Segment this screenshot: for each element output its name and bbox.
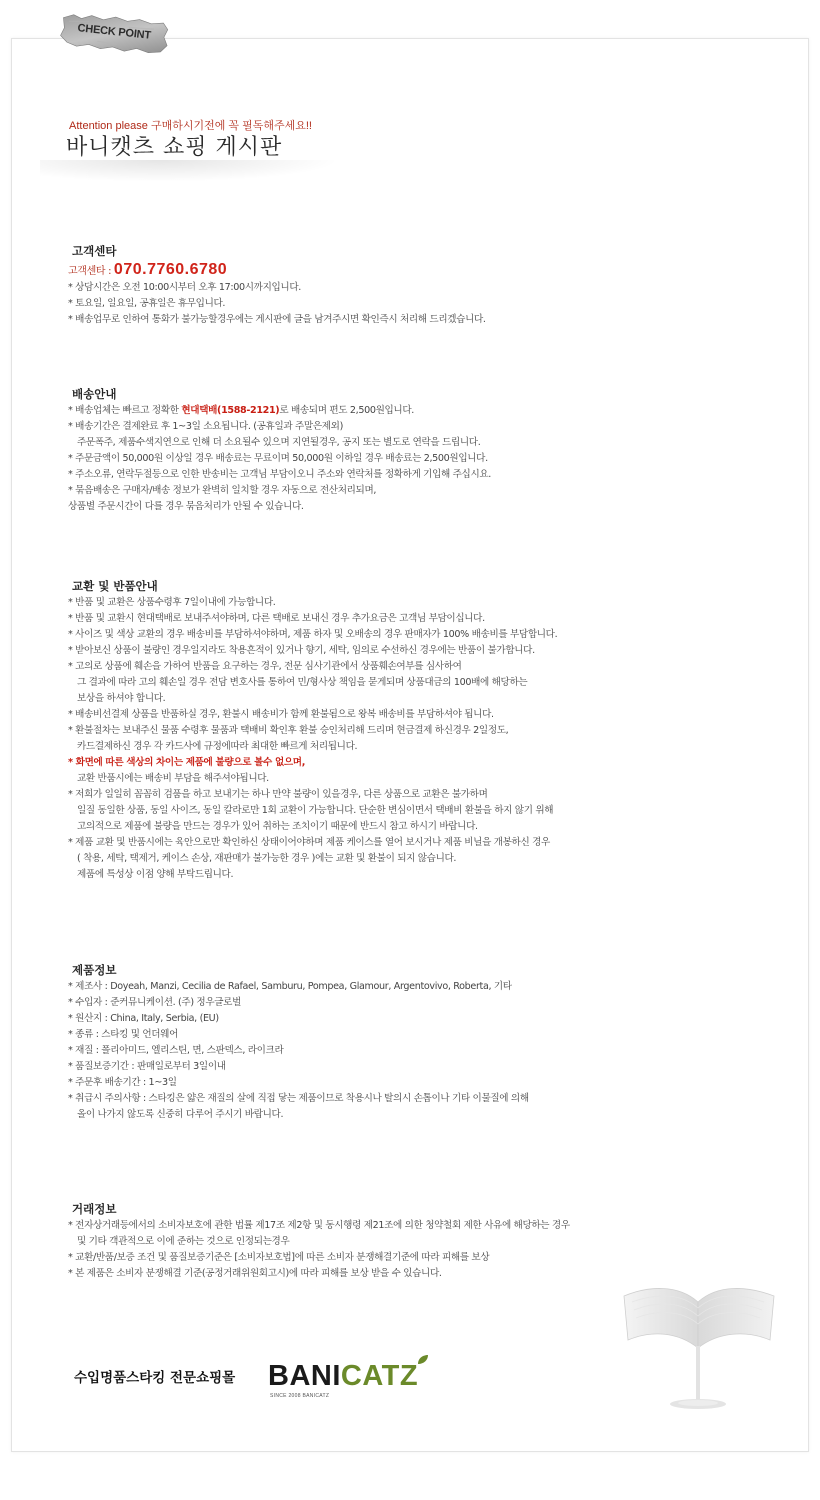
text: 배송업체는 빠르고 정확한 bbox=[75, 405, 182, 416]
section-title: 고객센타 bbox=[72, 244, 117, 258]
list-item: * 제품 교환 및 반품시에는 육안으로만 확인하신 상태이어야하며 제품 케이스를 열어 보시거나 제품 비닐을 개봉하신 경우 bbox=[68, 835, 768, 851]
list-item: * 반품 및 교환시 현대택배로 보내주셔야하며, 다른 택배로 보내신 경우 추가요금은 고객님 부담이십니다. bbox=[68, 611, 768, 627]
list-item: * 주문금액이 50,000원 이상일 경우 배송료는 무료이며 50,000원 이하일 경우 배송료는 2,500원입니다. bbox=[68, 451, 768, 467]
section-title: 제품정보 bbox=[72, 963, 117, 977]
list-item-cont: 고의적으로 제품에 불량을 만드는 경우가 있어 취하는 조치이기 때문에 반드시 참고 하시기 바랍니다. bbox=[77, 821, 478, 832]
list-item-cont: 교환 반품시에는 배송비 부담을 해주셔야됩니다. bbox=[77, 773, 269, 784]
list-item: * 환불절차는 보내주신 물품 수령후 물품과 택배비 확인후 환불 승인처리해 드리며 현금결제 하신경우 2일정도, bbox=[68, 723, 768, 739]
exchange-section bbox=[68, 577, 768, 883]
phone-row bbox=[68, 260, 768, 280]
warning-item: * 화면에 따른 색상의 차이는 제품에 불량으로 볼수 없으며, bbox=[68, 755, 768, 771]
list-item-cont: 보상을 하셔야 합니다. bbox=[77, 693, 166, 704]
title-shadow bbox=[40, 160, 340, 182]
attention-note: Attention please 구매하시기전에 꼭 필독해주세요!! bbox=[69, 120, 312, 132]
list-item: * 수입자 : 준커뮤니케이션. (주) 정우글로벌 bbox=[68, 995, 768, 1011]
customer-center-section bbox=[68, 242, 768, 328]
list-item: * 받아보신 상품이 불량인 경우일지라도 착용흔적이 있거나 향기, 세탁, 임의로 수선하신 경우에는 반품이 불가합니다. bbox=[68, 643, 768, 659]
list-item-cont: 및 기타 객관적으로 이에 준하는 것으로 인정되는경우 bbox=[77, 1236, 290, 1247]
logo-since: SINCE 2008 BANICATZ bbox=[270, 1393, 330, 1399]
list-item-cont: 주문폭주, 제품수색지연으로 인해 더 소요될수 있으며 지연될경우, 공지 또는 별도로 연락을 드립니다. bbox=[77, 437, 481, 448]
list-item-cont: 일질 동일한 상품, 동일 사이즈, 동일 칼라로만 1회 교환이 가능합니다. 단순한 변심이면서 택배비 환불을 하지 않기 위해 bbox=[77, 805, 554, 816]
list-item: * 고의로 상품에 훼손을 가하여 반품을 요구하는 경우, 전문 심사기관에서 상품훼손여부를 심사하여 bbox=[68, 659, 768, 675]
list-item: * 교환/반품/보증 조건 및 품질보증기준은 [소비자보호법]에 따른 소비자 분쟁해결기준에 따라 피해를 보상 bbox=[68, 1250, 768, 1266]
logo-catz: CATZ bbox=[340, 1360, 419, 1392]
list-item: * 재질 : 폴리아미드, 엘리스틴, 면, 스판덱스, 라이크라 bbox=[68, 1043, 768, 1059]
list-item: * 반품 및 교환은 상품수령후 7일이내에 가능합니다. bbox=[68, 595, 768, 611]
list-item bbox=[68, 403, 768, 419]
section-title: 교환 및 반품안내 bbox=[72, 579, 158, 593]
list-item: * 배송기간은 결제완료 후 1~3일 소요됩니다. (공휴일과 주말은제외) bbox=[68, 419, 768, 435]
section-title: 거래정보 bbox=[72, 1202, 117, 1216]
courier-highlight: 현대택배(1588-2121) bbox=[181, 405, 280, 416]
list-item: * 제조사 : Doyeah, Manzi, Cecilia de Rafael, Samburu, Pompea, Glamour, Argentovivo, Roberta, 기타 bbox=[68, 979, 768, 995]
open-book-icon bbox=[618, 1262, 778, 1422]
product-section bbox=[68, 961, 768, 1123]
phone-label: 고객센타 : bbox=[68, 266, 114, 277]
list-item: * 종류 : 스타킹 및 언더웨어 bbox=[68, 1027, 768, 1043]
list-item: * 주소오류, 연락두절등으로 인한 반송비는 고객님 부담이오니 주소와 연락처를 정확하게 기입해 주십시요. bbox=[68, 467, 768, 483]
footer-tagline: 수입명품스타킹 전문쇼핑몰 bbox=[74, 1370, 236, 1386]
list-item: * 전자상거래등에서의 소비자보호에 관한 법률 제17조 제2항 및 동시행령 제21조에 의한 청약철회 제한 사유에 해당하는 경우 bbox=[68, 1218, 768, 1234]
list-item: * 배송비선결제 상품을 반품하실 경우, 환불시 배송비가 함께 환불됨으로 왕복 배송비를 부담하셔야 됩니다. bbox=[68, 707, 768, 723]
phone-number: 070.7760.6780 bbox=[113, 261, 228, 278]
logo-bani: BANI bbox=[268, 1360, 341, 1392]
list-item-cont: 카드결제하신 경우 각 카드사에 규정에따라 최대한 빠르게 처리됩니다. bbox=[77, 741, 358, 752]
list-item-cont: 올이 나가지 않도록 신중히 다루어 주시기 바랍니다. bbox=[77, 1109, 284, 1120]
list-item: * 본 제품은 소비자 분쟁해결 기준(공정거래위원회고시)에 따라 피해를 보상 받을 수 있습니다. bbox=[68, 1266, 768, 1282]
list-item: * 배송업무로 인하여 통화가 불가능할경우에는 게시판에 글을 남겨주시면 확인즉시 처리해 드리겠습니다. bbox=[68, 312, 768, 328]
shipping-section bbox=[68, 385, 768, 515]
badge-label: CHECK POINT bbox=[76, 22, 152, 42]
list-item-cont: ( 착용, 세탁, 택제거, 케이스 손상, 재판매가 불가능한 경우 )에는 교환 및 환불이 되지 않습니다. bbox=[77, 853, 457, 864]
logo-wordmark bbox=[268, 1360, 418, 1393]
list-item: * 품질보증기간 : 판매일로부터 3일이내 bbox=[68, 1059, 768, 1075]
list-item: * 묶음배송은 구매자/배송 정보가 완벽히 일치할 경우 자동으로 전산처리되며, bbox=[68, 483, 768, 499]
list-item-cont: 그 결과에 따라 고의 훼손일 경우 전담 변호사를 통하여 민/형사상 책임을 묻게되며 상품대금의 100배에 해당하는 bbox=[77, 677, 528, 688]
list-item: * 취급시 주의사항 : 스타킹은 얇은 재질의 살에 직접 닿는 제품이므로 착용시나 탈의시 손톱이나 기타 이물질에 의해 bbox=[68, 1091, 768, 1107]
list-item: * 저희가 일일히 꼼꼼히 검품을 하고 보내기는 하나 만약 불량이 있을경우, 다른 상품으로 교환은 불가하며 bbox=[68, 787, 768, 803]
list-item: * 토요일, 일요일, 공휴일은 휴무입니다. bbox=[68, 296, 768, 312]
text: 로 배송되며 편도 2,500원입니다. bbox=[279, 405, 414, 416]
page-title: 바니캣츠 쇼핑 게시판 bbox=[66, 135, 283, 160]
list-item-cont: 제품에 특성상 이점 양해 부탁드립니다. bbox=[77, 869, 234, 880]
list-item: * 상담시간은 오전 10:00시부터 오후 17:00시까지입니다. bbox=[68, 280, 768, 296]
list-item: * 주문후 배송기간 : 1~3일 bbox=[68, 1075, 768, 1091]
list-item: * 사이즈 및 색상 교환의 경우 배송비를 부담하셔야하며, 제품 하자 및 오배송의 경우 판매자가 100% 배송비를 부담합니다. bbox=[68, 627, 768, 643]
section-title: 배송안내 bbox=[72, 387, 117, 401]
banicatz-logo bbox=[268, 1360, 438, 1406]
list-item-cont: 상품별 주문시간이 다를 경우 묶음처리가 안될 수 있습니다. bbox=[68, 501, 304, 512]
leaf-icon bbox=[416, 1354, 430, 1366]
list-item: * 원산지 : China, Italy, Serbia, (EU) bbox=[68, 1011, 768, 1027]
